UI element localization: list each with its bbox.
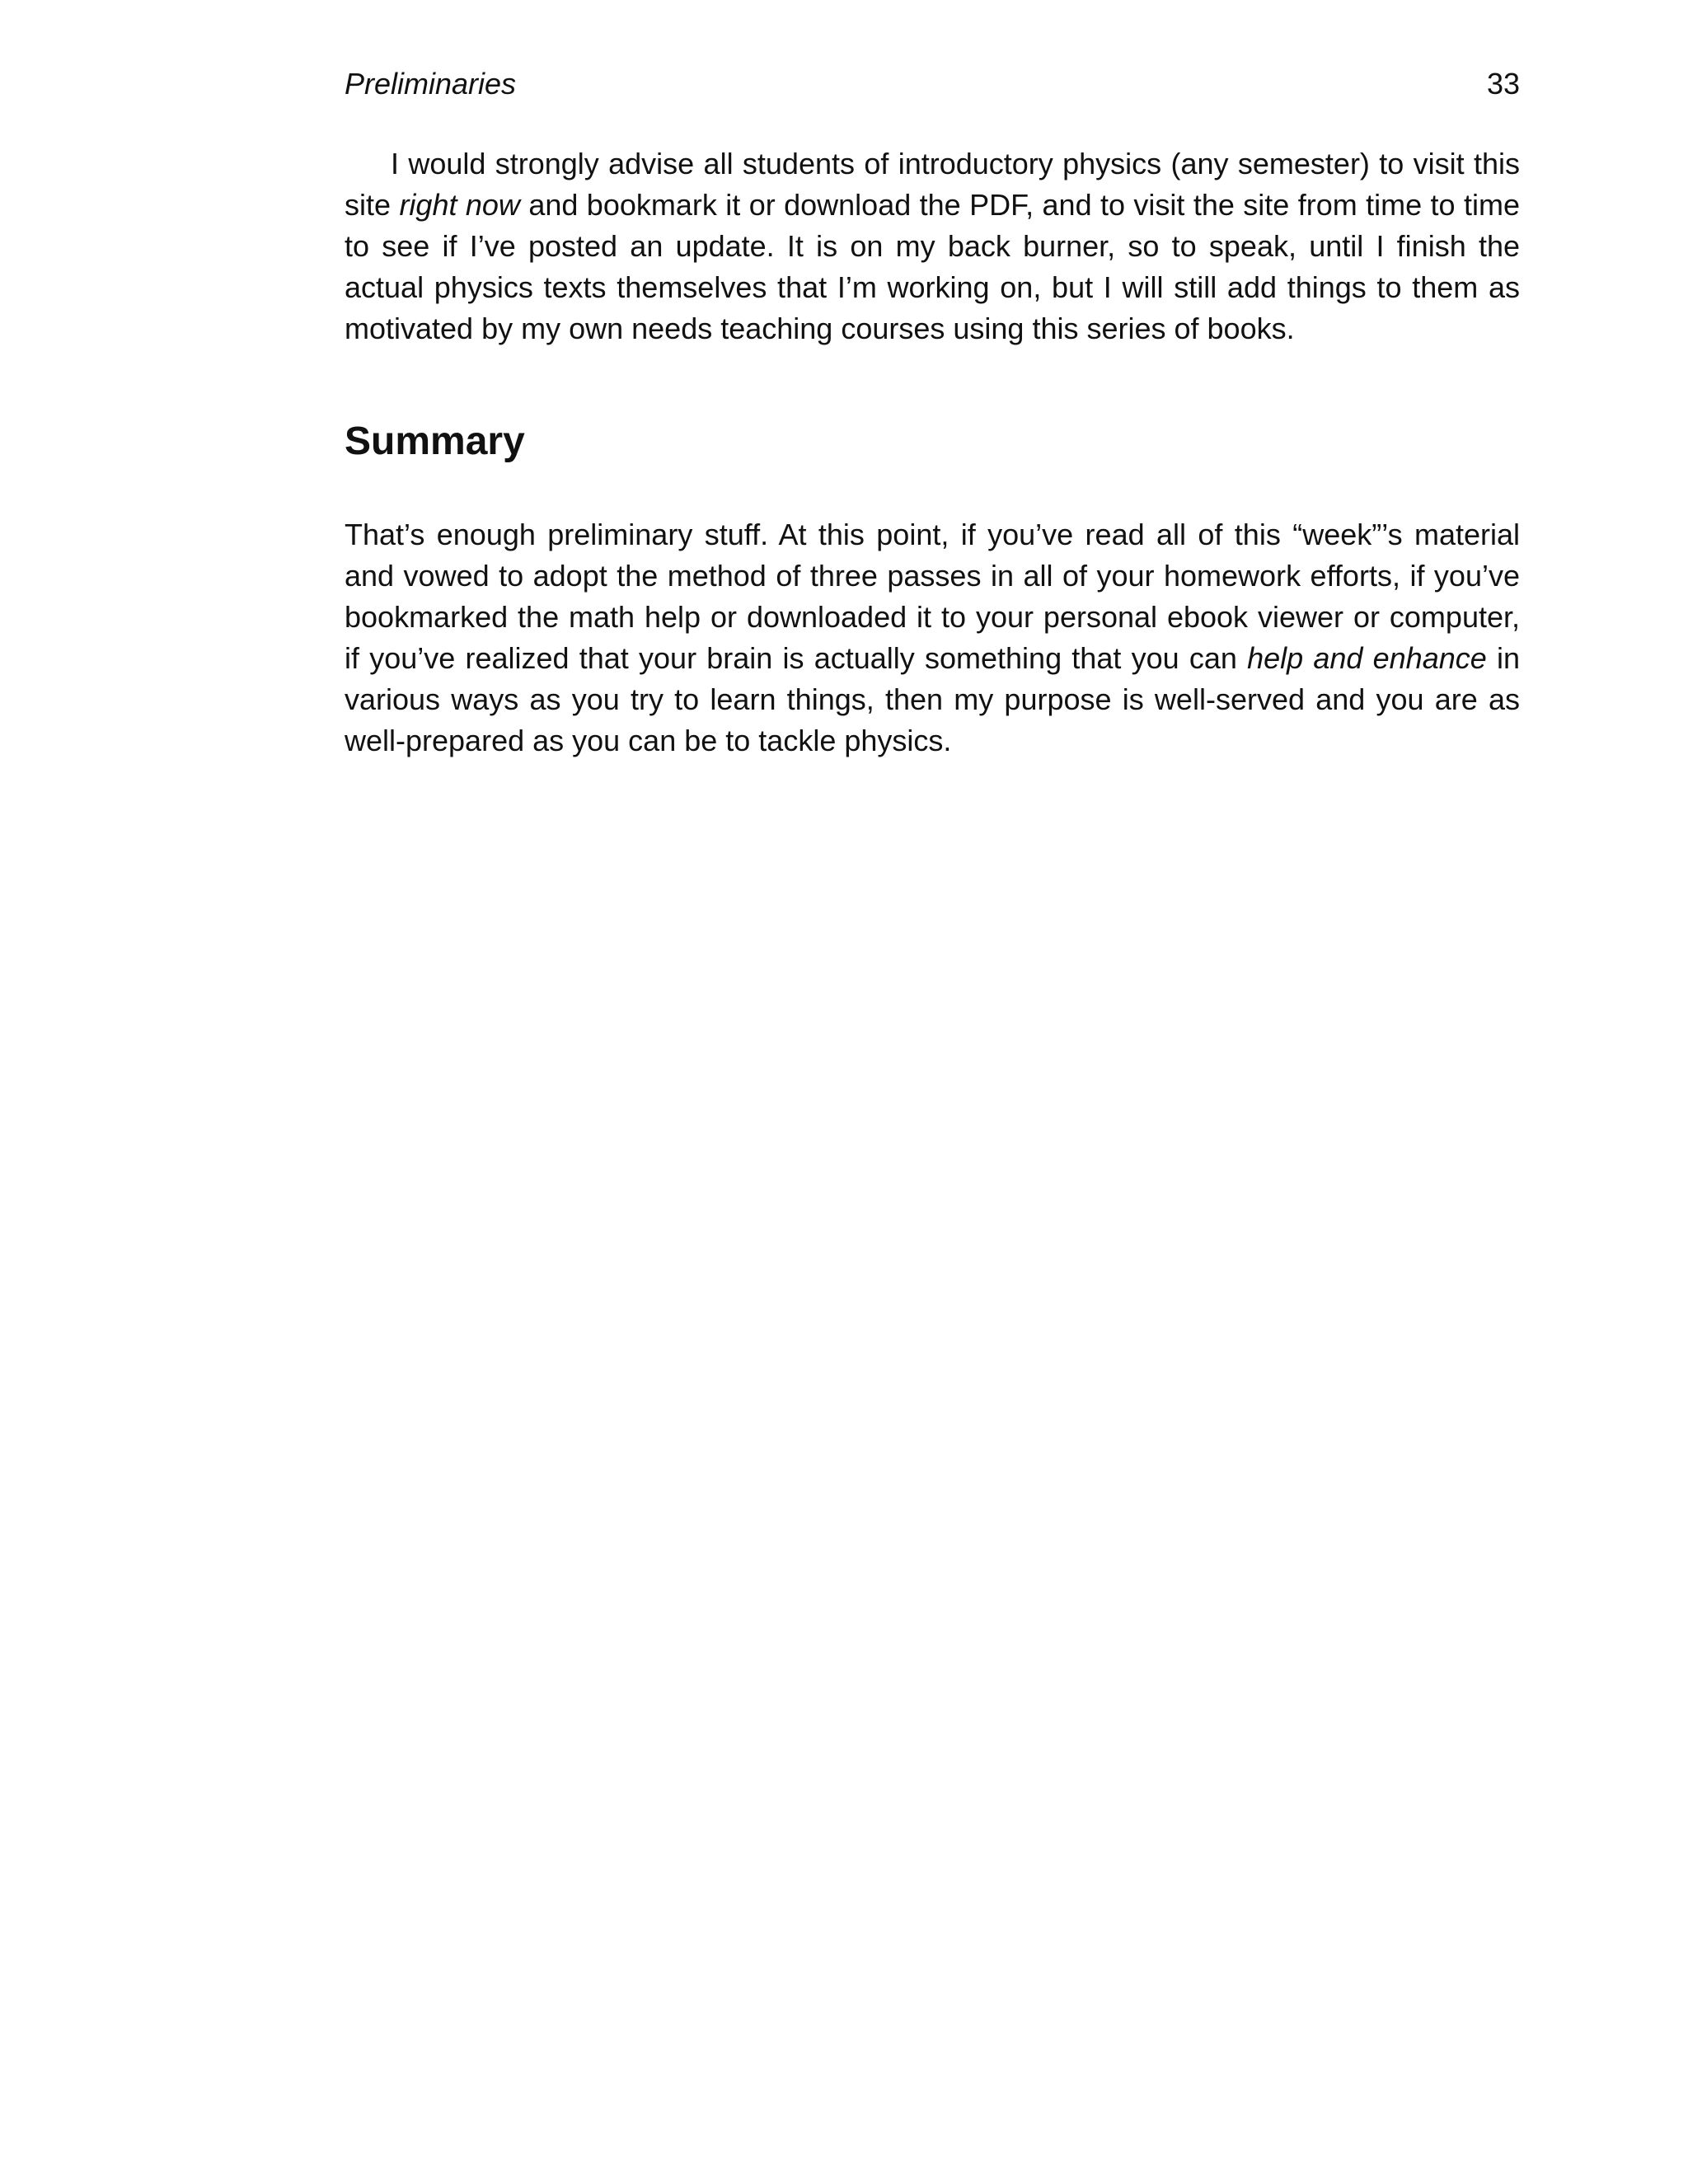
running-title: Preliminaries xyxy=(345,67,517,101)
summary-text-part-1: That’s enough preliminary stuff. At this point, if you’ve read all of this “week”’s material and vowed to adopt the method of three passes in all of your homework efforts, if you’ve bookmarked the math help or downloaded it to your personal ebook viewer or computer, if you’ve realized that your brain is actually something that you can xyxy=(345,518,1520,675)
page-number: 33 xyxy=(1486,67,1520,101)
page-content xyxy=(345,143,1520,762)
page-header xyxy=(345,61,1520,107)
intro-emphasis: right now xyxy=(399,188,520,222)
summary-text-part-2: in various ways as you try to learn things, then my purpose is well-served and you are as well-prepared as you can be to tackle physics. xyxy=(345,641,1520,757)
summary-paragraph xyxy=(345,514,1520,762)
intro-text-part-1: I would strongly advise all students of introductory physics (any semester) to visit this site xyxy=(345,147,1520,222)
intro-text-part-2: and bookmark it or download the PDF, and to visit the site from time to time to see if I’ve posted an update. It is on my back burner, so to speak, until I finish the actual physics texts themselves that I’m working on, but I will still add things to them as motivated by my own needs teaching courses using this series of books. xyxy=(345,188,1520,345)
intro-paragraph xyxy=(345,143,1520,349)
summary-heading: Summary xyxy=(345,419,525,463)
summary-emphasis: help and enhance xyxy=(1247,641,1487,675)
